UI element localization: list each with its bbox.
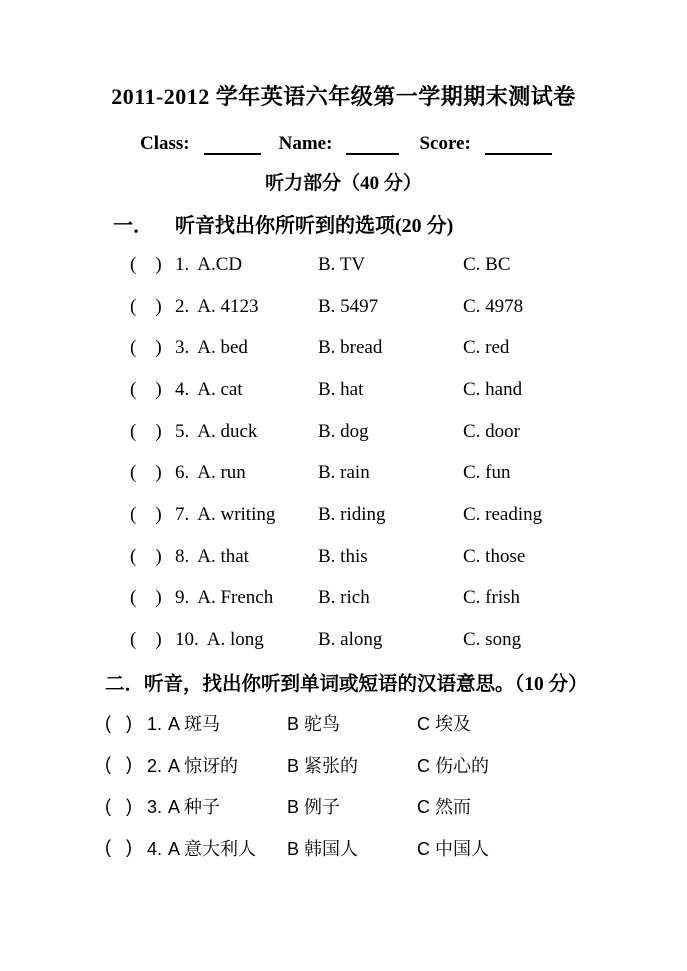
option-a: A. that [197, 545, 249, 567]
answer-paren[interactable]: ( ) [105, 795, 132, 816]
option-a: A.CD [197, 253, 243, 275]
name-label: Name: [278, 133, 333, 154]
option-a: A 意大利人 [168, 838, 257, 859]
question-number: 7. [175, 503, 190, 525]
option-c: C. 4978 [463, 295, 524, 317]
option-c: C. BC [463, 253, 511, 275]
option-c: C. song [463, 629, 522, 651]
option-c: C. hand [463, 378, 523, 400]
answer-paren[interactable]: ( ) [130, 378, 162, 400]
option-b: B 紧张的 [287, 755, 359, 776]
question-row [105, 827, 687, 869]
option-c: C 中国人 [417, 838, 489, 859]
question-row [130, 411, 687, 453]
section2-heading: 二．听音，找出你听到单词或短语的汉语意思。（10 分） [105, 673, 588, 695]
question-number: 8. [175, 545, 190, 567]
question-number: 5. [175, 420, 190, 442]
option-b: B 韩国人 [287, 838, 359, 859]
answer-paren[interactable]: ( ) [130, 295, 162, 317]
option-a: A. writing [197, 503, 276, 525]
question-number: 4. [147, 838, 163, 859]
answer-paren[interactable]: ( ) [105, 754, 132, 775]
option-b: B. hat [318, 378, 364, 400]
option-c: C. reading [463, 503, 543, 525]
question-row [105, 786, 687, 828]
question-number: 10. [175, 629, 199, 651]
answer-paren[interactable]: ( ) [130, 337, 162, 359]
option-a: A 斑马 [168, 714, 221, 735]
question-row [130, 286, 687, 328]
question-row [130, 536, 687, 578]
option-c: C. door [463, 420, 520, 442]
answer-paren[interactable]: ( ) [130, 253, 162, 275]
answer-paren[interactable]: ( ) [130, 629, 162, 651]
section1-heading-text: 听音找出你所听到的选项(20 分) [175, 215, 454, 237]
option-a: A. French [197, 587, 274, 609]
score-blank[interactable] [485, 134, 552, 155]
question-number: 9. [175, 587, 190, 609]
name-blank[interactable] [346, 134, 399, 155]
answer-paren[interactable]: ( ) [130, 462, 162, 484]
option-b: B. 5497 [318, 295, 379, 317]
option-b: B. along [318, 629, 383, 651]
option-c: C. fun [463, 462, 511, 484]
question-row [130, 244, 687, 286]
option-b: B. riding [318, 503, 386, 525]
class-blank[interactable] [204, 134, 261, 155]
option-a: A 惊讶的 [168, 755, 239, 776]
option-b: B. this [318, 545, 368, 567]
question-number: 1. [175, 253, 190, 275]
answer-paren[interactable]: ( ) [130, 420, 162, 442]
page-title: 2011-2012 学年英语六年级第一学期期末测试卷 [111, 84, 576, 109]
question-number: 3. [175, 337, 190, 359]
section2-question-list [0, 703, 687, 869]
section1-heading [113, 209, 687, 238]
option-c: C 伤心的 [417, 755, 489, 776]
question-number: 2. [175, 295, 190, 317]
option-a: A. 4123 [197, 295, 259, 317]
option-b: B. dog [318, 420, 369, 442]
option-b: B. TV [318, 253, 366, 275]
option-a: A 种子 [168, 797, 221, 818]
option-b: B 例子 [287, 797, 341, 818]
score-label: Score: [419, 133, 471, 154]
question-row [130, 619, 687, 661]
option-a: A. run [197, 462, 246, 484]
answer-paren[interactable]: ( ) [105, 837, 132, 858]
question-row [105, 744, 687, 786]
question-row [130, 494, 687, 536]
listening-part-title: 听力部分（40 分） [265, 173, 422, 194]
answer-paren[interactable]: ( ) [130, 545, 162, 567]
option-c: C. those [463, 545, 526, 567]
option-b: B 驼鸟 [287, 714, 341, 735]
option-c: C. frish [463, 587, 520, 609]
question-number: 4. [175, 378, 190, 400]
option-b: B. rich [318, 587, 370, 609]
question-number: 6. [175, 462, 190, 484]
question-row [130, 452, 687, 494]
section1-question-list [0, 244, 687, 661]
answer-paren[interactable]: ( ) [130, 503, 162, 525]
question-row [130, 578, 687, 620]
student-info-row [140, 133, 687, 155]
question-number: 3. [147, 797, 163, 818]
option-c: C 然而 [417, 797, 471, 818]
question-row [130, 369, 687, 411]
section1-number: 一． [113, 215, 153, 237]
option-b: B. bread [318, 337, 383, 359]
option-a: A. bed [197, 337, 248, 359]
option-a: A. cat [197, 378, 243, 400]
question-number: 1. [147, 714, 163, 735]
option-c: C 埃及 [417, 714, 471, 735]
class-label: Class: [140, 133, 190, 154]
option-c: C. red [463, 337, 510, 359]
question-number: 2. [147, 755, 163, 776]
question-row [105, 703, 687, 745]
option-b: B. rain [318, 462, 370, 484]
question-row [130, 327, 687, 369]
answer-paren[interactable]: ( ) [105, 712, 132, 733]
option-a: A. long [206, 629, 264, 651]
option-a: A. duck [197, 420, 258, 442]
answer-paren[interactable]: ( ) [130, 587, 162, 609]
